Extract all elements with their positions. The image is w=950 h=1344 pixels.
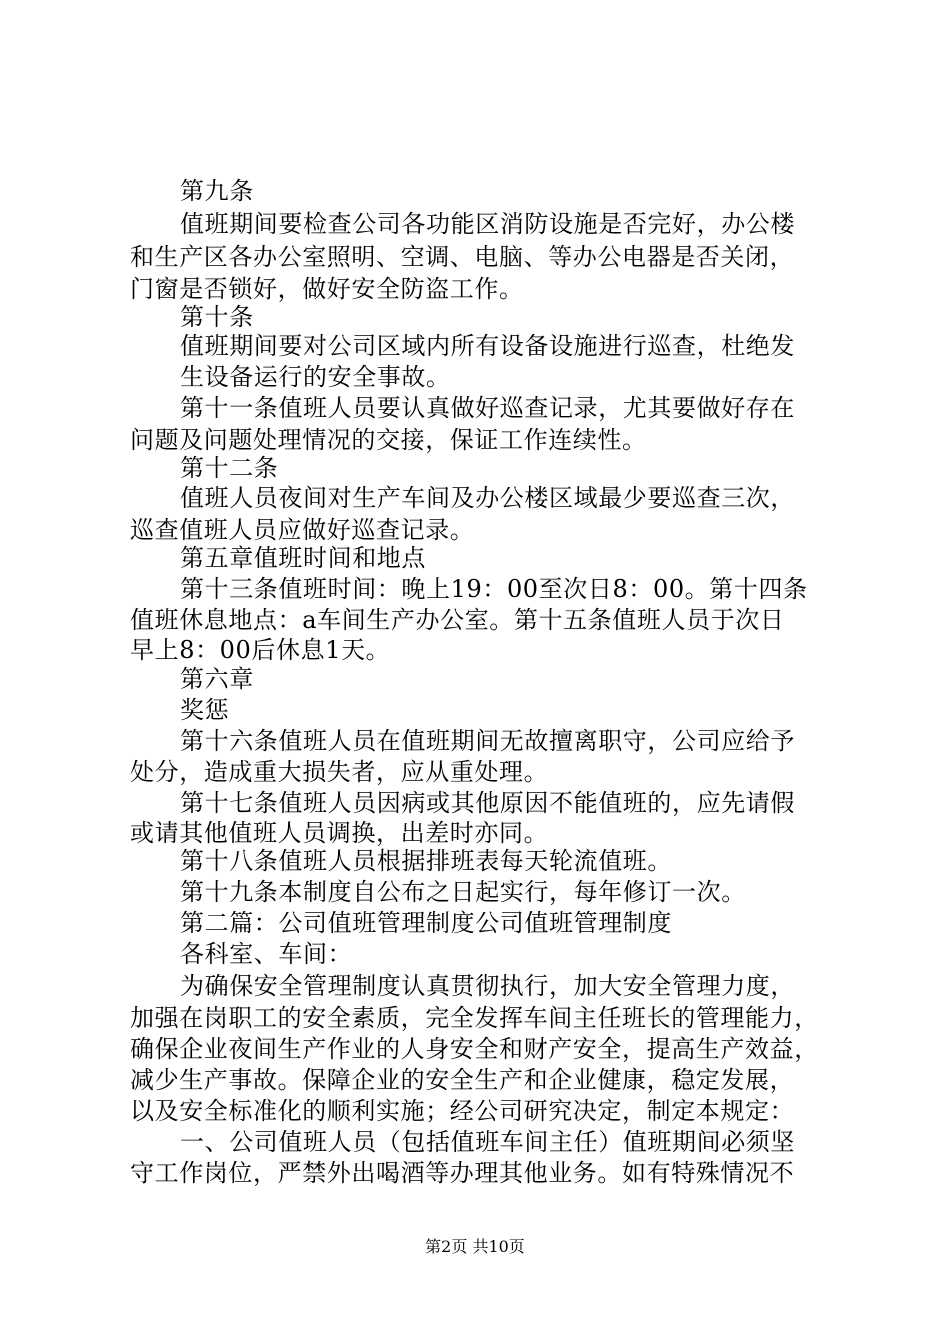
paragraph-line: 加强在岗职工的安全素质，完全发挥车间主任班长的管理能力，: [130, 1004, 819, 1032]
article-heading: 第九条: [180, 177, 254, 205]
paragraph-line: 第十一条值班人员要认真做好巡查记录，尤其要做好存在: [180, 394, 795, 422]
section-heading: 第二篇：公司值班管理制度公司值班管理制度: [180, 909, 672, 937]
paragraph-line: 值班人员夜间对生产车间及办公楼区域最少要巡查三次，: [180, 484, 795, 512]
chapter-title: 奖惩: [180, 696, 230, 724]
paragraph-line: 和生产区各办公室照明、空调、电脑、等办公电器是否关闭，: [130, 243, 795, 271]
paragraph-line: 第十七条值班人员因病或其他原因不能值班的，应先请假: [180, 789, 795, 817]
paragraph-line: 门窗是否锁好，做好安全防盗工作。: [130, 275, 524, 303]
chapter-heading: 第五章值班时间和地点: [180, 544, 426, 572]
article-heading: 第十二条: [180, 454, 279, 482]
paragraph-line: 问题及问题处理情况的交接，保证工作连续性。: [130, 426, 647, 454]
paragraph-line: 第十六条值班人员在值班期间无故擅离职守，公司应给予: [180, 727, 795, 755]
paragraph-line: 为确保安全管理制度认真贯彻执行，加大安全管理力度，: [180, 972, 795, 1000]
paragraph-line: 巡查值班人员应做好巡查记录。: [130, 516, 475, 544]
paragraph-line: 值班休息地点：a车间生产办公室。第十五条值班人员于次日: [130, 606, 785, 634]
paragraph-line: 生设备运行的安全事故。: [180, 363, 451, 391]
paragraph-line: 减少生产事故。保障企业的安全生产和企业健康，稳定发展，: [130, 1066, 795, 1094]
paragraph-line: 处分，造成重大损失者，应从重处理。: [130, 758, 549, 786]
paragraph-line: 以及安全标准化的顺利实施；经公司研究决定，制定本规定：: [130, 1097, 795, 1125]
chapter-heading: 第六章: [180, 665, 254, 693]
paragraph-line: 或请其他值班人员调换，出差时亦同。: [130, 819, 549, 847]
paragraph-line: 第十九条本制度自公布之日起实行，每年修订一次。: [180, 878, 746, 906]
paragraph-line: 第十八条值班人员根据排班表每天轮流值班。: [180, 847, 672, 875]
paragraph-line: 值班期间要对公司区域内所有设备设施进行巡查，杜绝发: [180, 332, 795, 360]
page-number: 第2页 共10页: [425, 1237, 525, 1256]
paragraph-line: 一、公司值班人员（包括值班车间主任）值班期间必须坚: [180, 1128, 795, 1156]
paragraph-line: 确保企业夜间生产作业的人身安全和财产安全，提高生产效益，: [130, 1035, 819, 1063]
paragraph-line: 守工作岗位，严禁外出喝酒等办理其他业务。如有特殊情况不: [130, 1159, 795, 1187]
paragraph-line: 第十三条值班时间：晚上19：00至次日8：00。第十四条: [180, 575, 808, 603]
salutation: 各科室、车间：: [180, 940, 353, 968]
paragraph-line: 早上8：00后休息1天。: [130, 636, 391, 664]
article-heading: 第十条: [180, 303, 254, 331]
paragraph-line: 值班期间要检查公司各功能区消防设施是否完好，办公楼: [180, 210, 795, 238]
